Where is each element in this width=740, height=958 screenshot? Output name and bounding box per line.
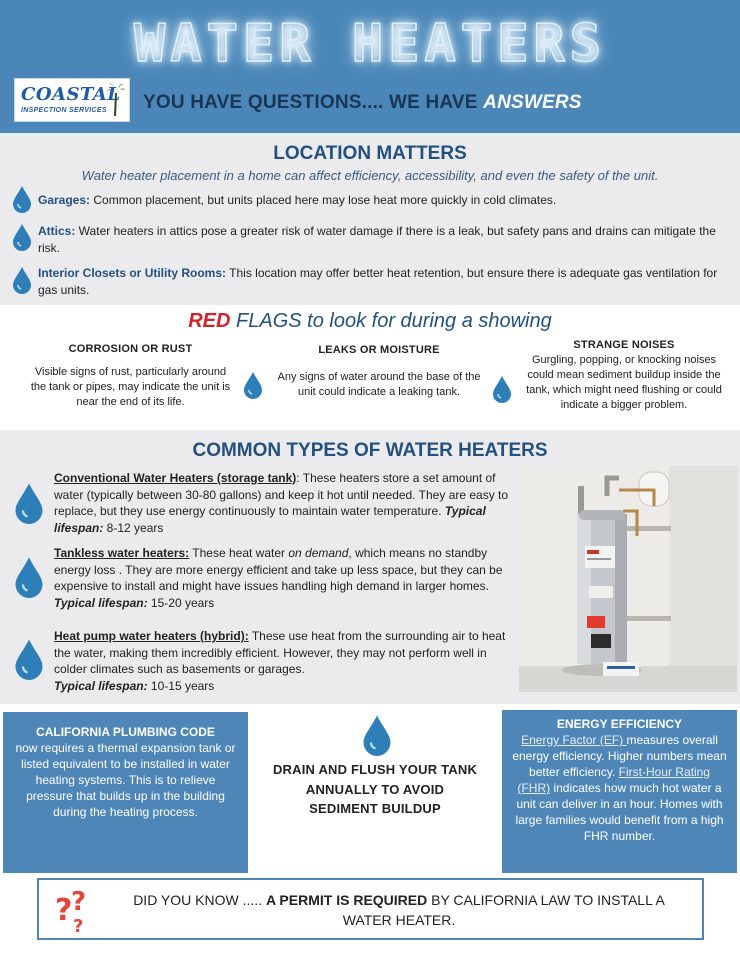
svg-text:?: ?: [73, 916, 84, 934]
type-item-text: These heat water: [189, 546, 289, 560]
type-item-text: These use heat from the surrounding air to heat the water, making them incredibly efficient. However, they may not perform well in colder climates such as basements or garages.: [54, 629, 506, 676]
fhr-definition: indicates how much hot water a unit can deliver in an hour. Homes with large families would benefit from a high FHR number.: [515, 781, 724, 843]
red-flag-heading: CORROSION OR RUST: [68, 343, 193, 355]
location-title: LOCATION MATTERS: [273, 143, 467, 164]
did-you-know-text: [109, 890, 689, 930]
location-intro: Water heater placement in a home can affect efficiency, accessibility, and even the safety of the unit.: [81, 168, 659, 183]
question-marks-icon: [53, 884, 97, 934]
water-drop-icon: [362, 714, 392, 756]
energy-efficiency-text: [502, 732, 737, 844]
tagline-emphasis: ANSWERS: [483, 92, 582, 113]
water-heater-illustration: [519, 466, 737, 692]
type-item-heat-pump: [54, 628, 510, 694]
page-title: WATER HEATERS: [134, 14, 606, 74]
type-item-tankless: [54, 545, 510, 611]
type-item-conventional: [54, 470, 510, 536]
logo-subtitle: INSPECTION SERVICES: [21, 107, 107, 114]
red-flags-title-red: RED: [188, 310, 231, 332]
water-drop-icon: [14, 556, 44, 598]
fhr-term: First-Hour Rating (FHR): [517, 765, 710, 795]
water-drop-icon: [12, 185, 32, 213]
plumbing-code-heading: CALIFORNIA PLUMBING CODE: [36, 725, 215, 739]
location-item-label: Interior Closets or Utility Rooms:: [38, 266, 227, 280]
location-item-label: Attics:: [38, 224, 76, 238]
location-item-text: This location may offer better heat retention, but ensure there is adequate gas ventilation for gas units.: [38, 266, 718, 297]
red-flag-heading: LEAKS OR MOISTURE: [318, 344, 440, 356]
red-flags-section: [0, 305, 740, 430]
did-you-know-suffix: BY CALIFORNIA LAW TO INSTALL A WATER HEATER.: [342, 892, 665, 928]
location-item-attics: [38, 223, 734, 257]
svg-text:?: ?: [55, 893, 73, 928]
header-banner: [0, 0, 740, 133]
red-flag-text: Gurgling, popping, or knocking noises could mean sediment buildup inside the tank, which might need flushing or could indicate a bigger problem.: [526, 354, 722, 411]
water-drop-icon: [14, 638, 44, 680]
location-item-text: Water heaters in attics pose a greater risk of water damage if there is a leak, but safety pans and drains can mitigate the risk.: [38, 224, 716, 255]
company-logo: [14, 78, 130, 122]
drain-flush-tip: DRAIN AND FLUSH YOUR TANK ANNUALLY TO AVOID SEDIMENT BUILDUP: [272, 762, 478, 816]
location-item-label: Garages:: [38, 193, 91, 207]
location-section: [0, 133, 740, 305]
did-you-know-emphasis: A PERMIT IS REQUIRED: [265, 892, 428, 908]
location-item-garages: [38, 192, 734, 209]
plumbing-code-box: [3, 712, 248, 873]
type-item-text: , which means no standby energy loss . They are more energy efficient and take up less space, but they can be expensive to install and might have issues handling high demand in larger homes.: [54, 546, 503, 593]
red-flag-heading: STRANGE NOISES: [573, 339, 675, 351]
type-item-lifespan: 15-20 years: [147, 595, 215, 610]
red-flag-noises: [526, 338, 722, 413]
did-you-know-prefix: DID YOU KNOW .....: [133, 892, 266, 908]
palm-tree-icon: [107, 81, 125, 117]
did-you-know-box: [37, 878, 704, 940]
ef-term: Energy Factor (EF): [521, 733, 627, 747]
type-item-lifespan-label: Typical lifespan:: [54, 504, 486, 535]
type-item-lifespan-label: Typical lifespan:: [54, 595, 148, 610]
type-item-label: Conventional Water Heaters (storage tank): [54, 471, 297, 485]
location-item-text: Common placement, but units placed here may lose heat more quickly in cold climates.: [90, 193, 557, 207]
location-item-closets: [38, 265, 734, 299]
water-heater-photo: [519, 466, 737, 692]
type-item-emphasis: on demand: [288, 546, 349, 560]
logo-wordmark: COASTAL: [21, 84, 121, 105]
svg-text:?: ?: [71, 887, 87, 917]
energy-efficiency-box: [502, 710, 737, 873]
water-drop-icon: [243, 371, 263, 399]
red-flags-title: [0, 310, 740, 333]
red-flag-text: Visible signs of rust, particularly around the tank or pipes, may indicate the unit is near the end of its life.: [30, 366, 231, 408]
tagline: [143, 92, 582, 114]
type-item-lifespan-label: Typical lifespan:: [54, 678, 148, 693]
red-flag-text: Any signs of water around the base of the unit could indicate a leaking tank.: [277, 371, 481, 398]
type-item-lifespan: 8-12 years: [103, 520, 164, 535]
type-item-lifespan: 10-15 years: [147, 678, 215, 693]
types-title: COMMON TYPES OF WATER HEATERS: [192, 440, 548, 461]
water-drop-icon: [12, 266, 32, 294]
water-drop-icon: [492, 375, 512, 403]
plumbing-code-text: now requires a thermal expansion tank or listed equivalent to be installed in water heating systems. This is to relieve pressure that builds up in the building during the heating process.: [15, 741, 236, 819]
ef-definition: measures overall energy efficiency. Higher numbers mean better efficiency.: [512, 733, 727, 779]
type-item-label: Heat pump water heaters (hybrid):: [54, 629, 249, 643]
red-flag-corrosion: [28, 342, 233, 410]
red-flag-leaks: [272, 343, 486, 400]
red-flags-title-rest: FLAGS to look for during a showing: [230, 310, 552, 332]
type-item-text: : These heaters store a set amount of water (typically between 30-80 gallons) and keep it hot until needed. They are easy to replace, but they use energy continuously to maintain water temperature.: [54, 471, 509, 518]
water-drop-icon: [12, 223, 32, 251]
water-drop-icon: [14, 482, 44, 524]
type-item-label: Tankless water heaters:: [54, 546, 190, 560]
energy-efficiency-heading: ENERGY EFFICIENCY: [556, 717, 683, 731]
tagline-text: YOU HAVE QUESTIONS.... WE HAVE: [143, 92, 484, 113]
